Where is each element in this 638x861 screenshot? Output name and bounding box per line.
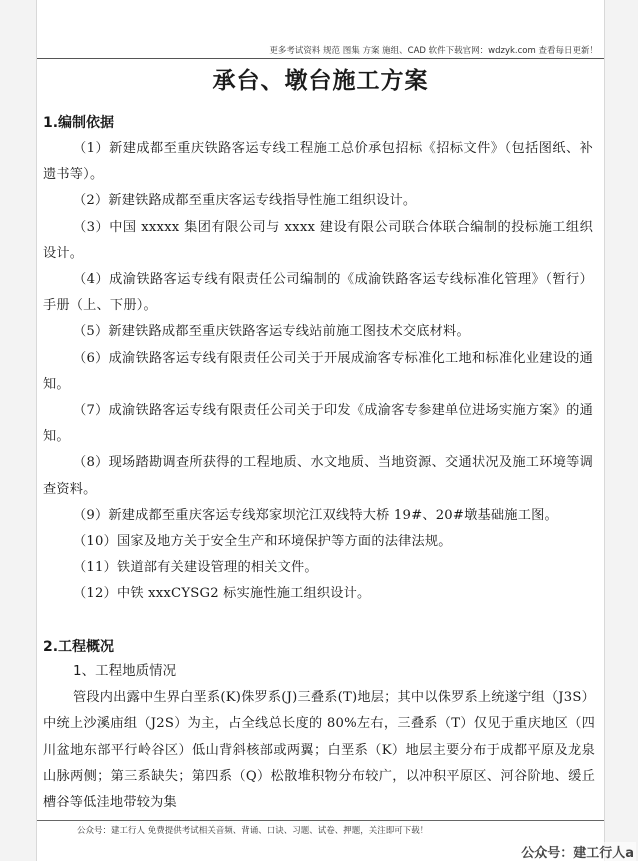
footer-note: 公众号：建工行人 免费提供考试相关音频、背诵、口诀、习题、试卷、押题，关注即可下载！ bbox=[77, 826, 429, 836]
subsection-heading-geology: 1、工程地质情况 bbox=[73, 663, 177, 679]
header-note: 更多考试资料 规范 图集 方案 施组、CAD 软件下载官网：wdzyk.com 查看每日更新！ bbox=[269, 46, 598, 56]
list-item: （7）成渝铁路客运专线有限责任公司关于印发《成渝客专参建单位进场实施方案》的通知。 bbox=[43, 403, 593, 445]
geology-paragraph: 管段内出露中生界白垩系(K)侏罗系(J)三叠系(T)地层；其中以侏罗系上统遂宁组（J3S）中统上沙溪庙组（J2S）为主，占全线总长度的 80%左右，三叠系（T）仅见于重庆地区（四川盆地东部平行岭谷区）低山背斜核部或两翼；白垩系（K）地层主要分布于成都平原及龙泉山脉两侧；第三系缺失；第四系（Q）松散堆积物分布较广，以冲积平原区、河谷阶地、缓丘槽谷等低洼地带较为集 bbox=[43, 690, 595, 811]
list-item: （2）新建铁路成都至重庆客运专线指导性施工组织设计。 bbox=[73, 193, 417, 209]
watermark-label: 公众号：建工行人a bbox=[519, 842, 636, 861]
list-item: （3）中国 xxxxx 集团有限公司与 xxxx 建设有限公司联合体联合编制的投标施工组织设计。 bbox=[43, 219, 593, 261]
list-item: （1）新建成都至重庆铁路客运专线工程施工总价承包招标《招标文件》（包括图纸、补遗书等）。 bbox=[43, 141, 593, 183]
header-divider bbox=[37, 58, 604, 59]
list-item: （4）成渝铁路客运专线有限责任公司编制的《成渝铁路客运专线标准化管理》（暂行）手册（上、下册）。 bbox=[43, 272, 593, 314]
footer-divider bbox=[37, 820, 604, 821]
list-item: （5）新建铁路成都至重庆铁路客运专线站前施工图技术交底材料。 bbox=[73, 324, 470, 340]
section-heading-basis: 1.编制依据 bbox=[43, 115, 115, 131]
document-page bbox=[36, 0, 605, 861]
list-item: （11）铁道部有关建设管理的相关文件。 bbox=[73, 560, 318, 576]
basis-list bbox=[43, 136, 593, 608]
list-item: （12）中铁 xxxCYSG2 标实施性施工组织设计。 bbox=[73, 586, 371, 602]
section-heading-overview: 2.工程概况 bbox=[43, 639, 115, 655]
list-item: （6）成渝铁路客运专线有限责任公司关于开展成渝客专标准化工地和标准化业建设的通知。 bbox=[43, 350, 593, 392]
list-item: （9）新建成都至重庆客运专线郑家坝沱江双线特大桥 19#、20#墩基础施工图。 bbox=[73, 507, 558, 523]
page-title: 承台、墩台施工方案 bbox=[212, 68, 429, 94]
list-item: （8）现场踏勘调查所获得的工程地质、水文地质、当地资源、交通状况及施工环境等调查资料。 bbox=[43, 455, 593, 497]
list-item: （10）国家及地方关于安全生产和环境保护等方面的法律法规。 bbox=[73, 534, 452, 550]
